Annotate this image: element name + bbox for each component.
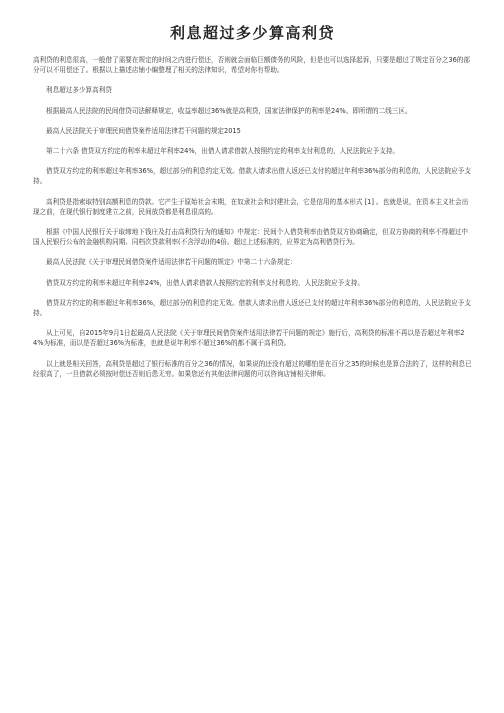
paragraph: 根据最高人民法院的民间借贷司法解释规定，收益率超过36%就是高利贷，国家法律保护的利率是24%。即所谓的二线三区。 xyxy=(46,106,412,115)
paragraph: 最高人民法院关于审理民间借贷案件适用法律若干问题的规定2015 xyxy=(46,126,241,135)
paragraph-intro: 高利贷的利息很高，一般借了需要在规定的时间之内进行偿还，否则就会面临巨额债务的风险，但是也可以选择起诉，只要是超过了规定百分之36的部分可以不用偿还了。根据以上描述店铺小编整理了相关的法律知识，希望对你有帮助。 xyxy=(33,56,470,75)
paragraph: 借贷双方约定的利率未超过年利率24%，出借人请求借款人按照约定的利率支付利息的，人民法院应予支持。 xyxy=(46,278,364,287)
paragraph: 借贷双方约定的利率超过年利率36%，超过部分的利息约定无效。借款人请求出借人返还已支付的超过年利率36%部分的利息的，人民法院应予支持。 xyxy=(33,167,471,186)
paragraph: 根据《中国人民银行关于取缔地下钱庄及打击高利贷行为的通知》中规定：民间个人借贷利率由借贷双方协商确定，但双方协商的利率不得超过中国人民银行公布的金融机构同期、同档次贷款利率(不含浮动)的4倍。超过上述标准的，应界定为高利借贷行为。 xyxy=(33,228,468,247)
paragraph: 最高人民法院《关于审理民间借贷案件适用法律若干问题的规定》中第二十六条规定： xyxy=(46,258,297,267)
paragraph-subheading: 利息超过多少算高利贷 xyxy=(46,86,112,95)
document-title: 利息超过多少算高利贷 xyxy=(169,24,335,42)
paragraph: 借贷双方约定的利率超过年利率36%，超过部分的利息约定无效。借款人请求出借人返还已支付的超过年利率36%部分的利息的，人民法院应予支持。 xyxy=(33,298,471,318)
paragraph-conclusion: 以上就是相关回答，高利贷是超过了银行标准的百分之36的情况，如果说的还没有超过的哪怕是在百分之35的时候也是算合法的了，这样的利息已经很高了，一旦借款必须按时偿还否则后患无穷。如果您还有其他法律问题的可以咨询店铺相关律师。 xyxy=(33,359,472,378)
paragraph: 第二十六条 借贷双方约定的利率未超过年利率24%，出借人请求借款人按照约定的利率支付利息的，人民法院应予支持。 xyxy=(46,147,400,156)
paragraph: 高利贷是指索取特别高额利息的贷款。它产生于原始社会末期，在奴隶社会和封建社会，它是信用的基本形式 [1] 。也就是说，在资本主义社会出现之前，在现代银行制度建立之前，民间放贷都是利息很高的。 xyxy=(33,197,469,216)
paragraph: 从上可见，自2015年9月1日起最高人民法院《关于审理民间借贷案件适用法律若干问题的规定》施行后，高利贷的标准不再以是否超过年利率24%为标准，而以是否超过36%为标准，也就是说年利率不超过36%的都不属于高利贷。 xyxy=(33,329,465,348)
